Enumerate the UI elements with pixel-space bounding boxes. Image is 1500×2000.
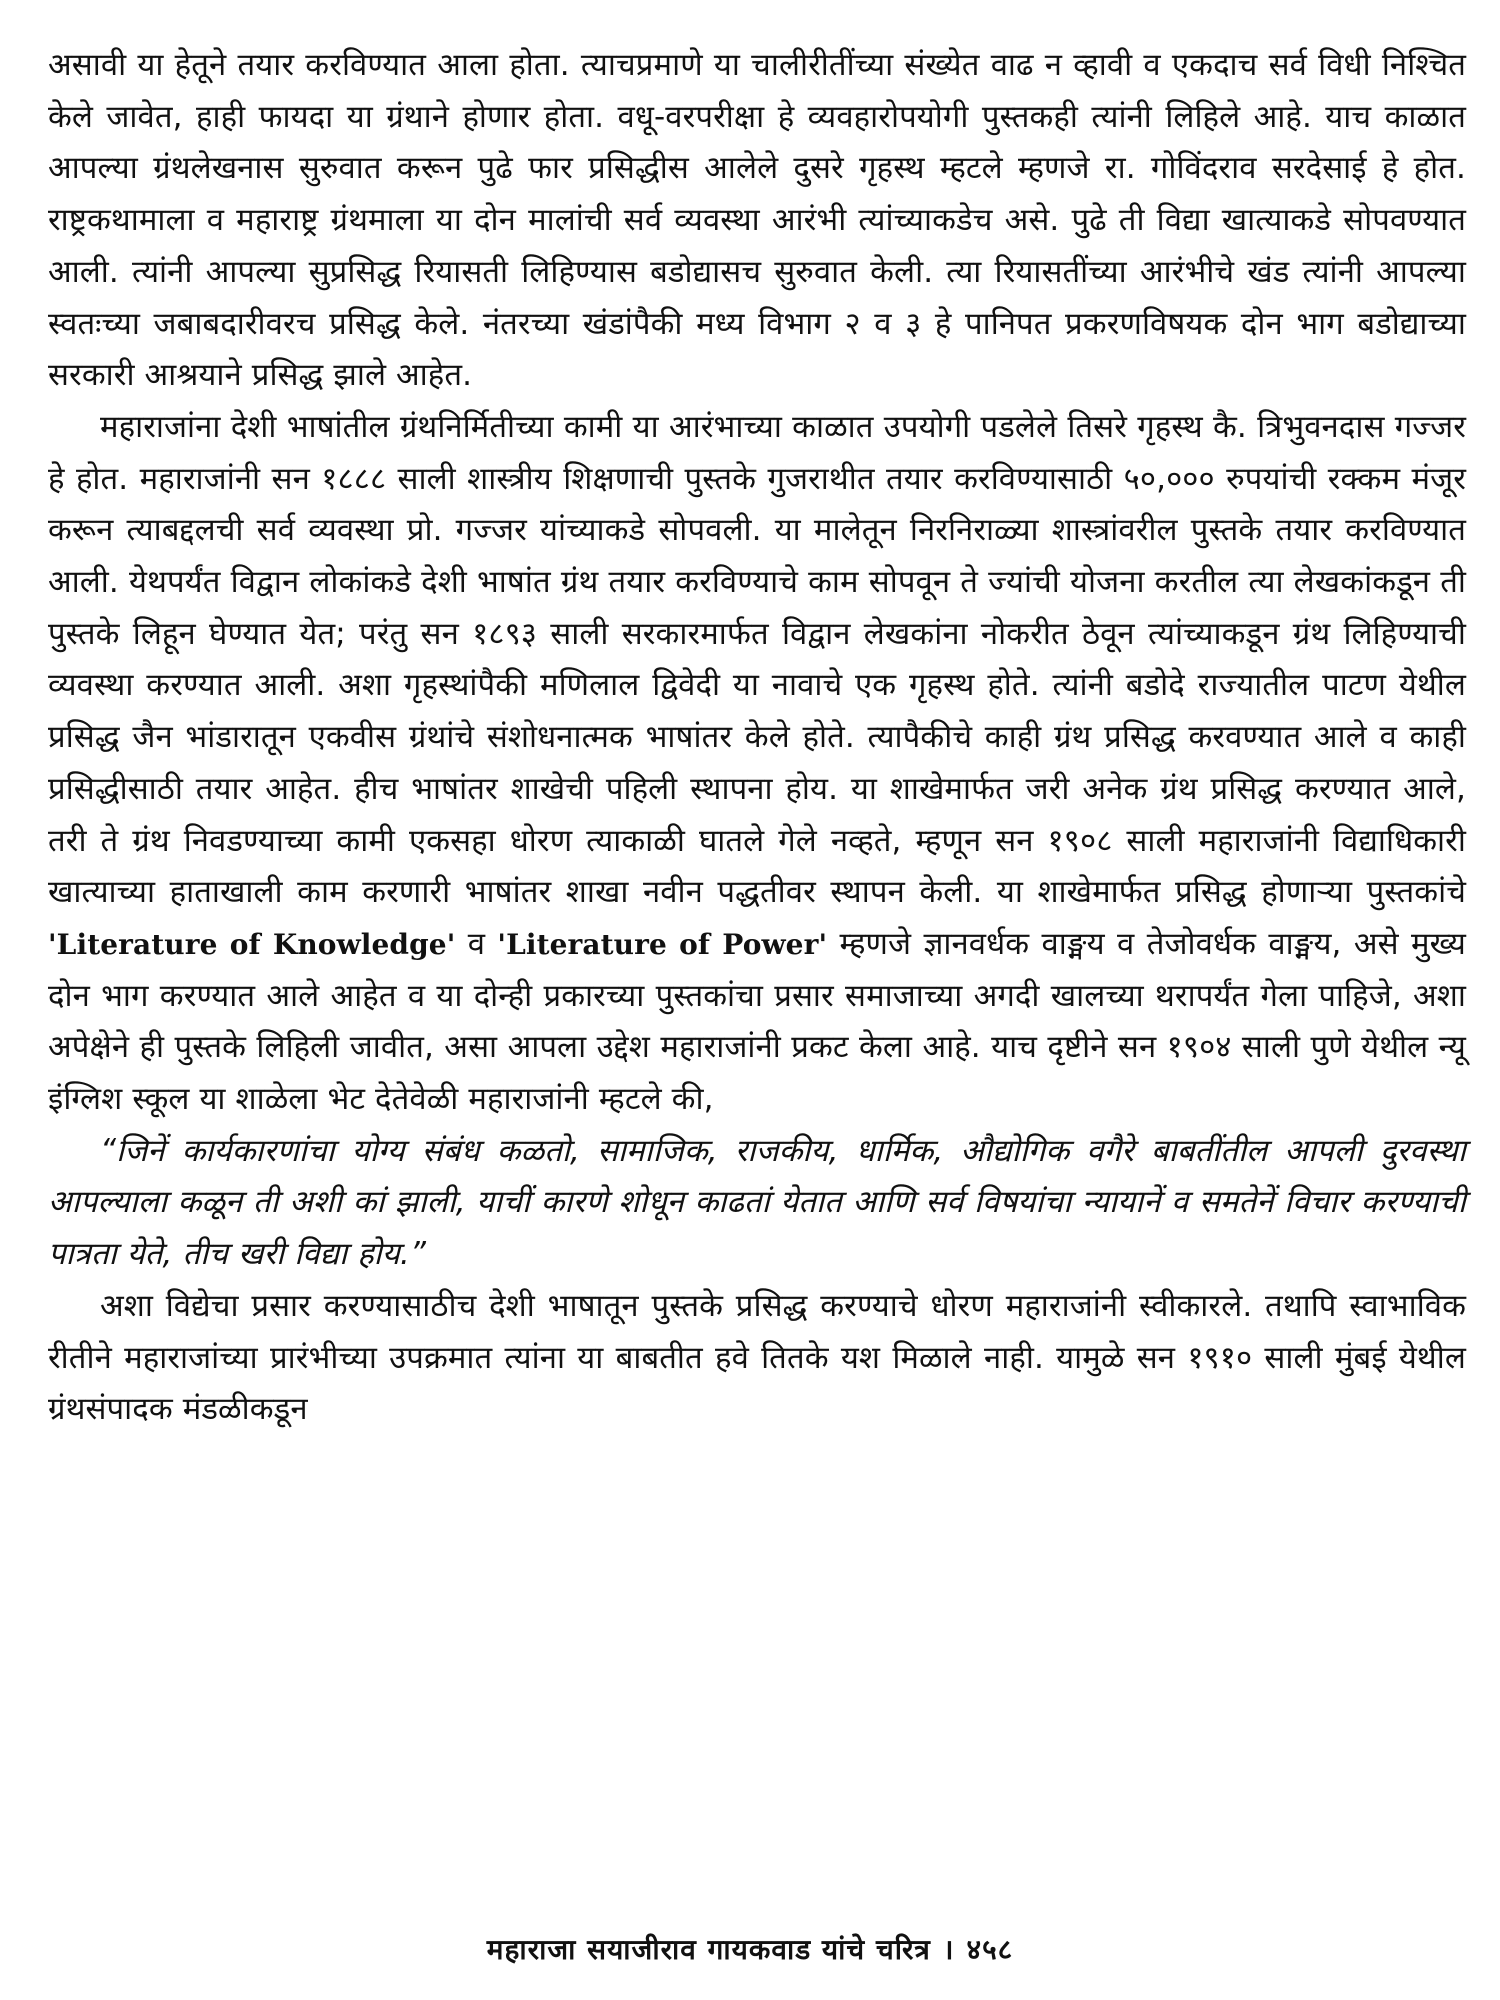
literature-of-power: 'Literature of Power': [497, 927, 828, 961]
page-footer: [0, 1930, 1500, 1968]
paragraph-1: असावी या हेतूने तयार करविण्यात आला होता. त्याचप्रमाणे या चालीरीतींच्या संख्येत वाढ न व्हावी व एकदाच सर्व विधी निश्चित केले जावेत, हाही फायदा या ग्रंथाने होणार होता. वधू-वरपरीक्षा हे व्यवहारोपयोगी पुस्तकही त्यांनी लिहिले आहे. याच काळात आपल्या ग्रंथलेखनास सुरुवात करून पुढे फार प्रसिद्धीस आलेले दुसरे गृहस्थ म्हटले म्हणजे रा. गोविंदराव सरदेसाई हे होत. राष्ट्रकथामाला व महाराष्ट्र ग्रंथमाला या दोन मालांची सर्व व्यवस्था आरंभी त्यांच्याकडेच असे. पुढे ती विद्या खात्याकडे सोपवण्यात आली. त्यांनी आपल्या सुप्रसिद्ध रियासती लिहिण्यास बडोद्यासच सुरुवात केली. त्या रियासतींच्या आरंभीचे खंड त्यांनी आपल्या स्वतःच्या जबाबदारीवरच प्रसिद्ध केले. नंतरच्या खंडांपैकी मध्य विभाग २ व ३ हे पानिपत प्रकरणविषयक दोन भाग बडोद्याच्या सरकारी आश्रयाने प्रसिद्ध झाले आहेत.: [48, 47, 1466, 394]
page-content: [48, 40, 1466, 1940]
paragraph-3: अशा विद्येचा प्रसार करण्यासाठीच देशी भाषातून पुस्तके प्रसिद्ध करण्याचे धोरण महाराजांनी स्वीकारले. तथापि स्वाभाविक रीतीने महाराजांच्या प्रारंभीच्या उपक्रमात त्यांना या बाबतीत हवे तितके यश मिळाले नाही. यामुळे सन १९१० साली मुंबई येथील ग्रंथसंपादक मंडळीकडून: [48, 1287, 1466, 1428]
literature-of-knowledge: 'Literature of Knowledge': [48, 927, 456, 961]
footer-separator: ।: [942, 1933, 955, 1966]
page-number: ४५८: [966, 1933, 1014, 1966]
footer-title: महाराजा सयाजीराव गायकवाड यांचे चरित्र: [486, 1933, 931, 1966]
connector-va: व: [455, 925, 498, 962]
paragraph-2: [48, 402, 1466, 1126]
text-body: [48, 40, 1466, 1436]
paragraph-2-text-start: महाराजांना देशी भाषांतील ग्रंथनिर्मितीच्या कामी या आरंभाच्या काळात उपयोगी पडलेले तिसरे गृहस्थ कै. त्रिभुवनदास गज्जर हे होत. महाराजांनी सन १८८८ साली शास्त्रीय शिक्षणाची पुस्तके गुजराथीत तयार करविण्यासाठी ५०,००० रुपयांची रक्कम मंजूर करून त्याबद्दलची सर्व व्यवस्था प्रो. गज्जर यांच्याकडे सोपवली. या मालेतून निरनिराळ्या शास्त्रांवरील पुस्तके तयार करविण्यात आली. येथपर्यंत विद्वान लोकांकडे देशी भाषांत ग्रंथ तयार करविण्याचे काम सोपवून ते ज्यांची योजना करतील त्या लेखकांकडून ती पुस्तके लिहून घेण्यात येत; परंतु सन १८९३ साली सरकारमार्फत विद्वान लेखकांना नोकरीत ठेवून त्यांच्याकडून ग्रंथ लिहिण्याची व्यवस्था करण्यात आली. अशा गृहस्थांपैकी मणिलाल द्विवेदी या नावाचे एक गृहस्थ होते. त्यांनी बडोदे राज्यातील पाटण येथील प्रसिद्ध जैन भांडारातून एकवीस ग्रंथांचे संशोधनात्मक भाषांतर केले होते. त्यापैकीचे काही ग्रंथ प्रसिद्ध करवण्यात आले व काही प्रसिद्धीसाठी तयार आहेत. हीच भाषांतर शाखेची पहिली स्थापना होय. या शाखेमार्फत जरी अनेक ग्रंथ प्रसिद्ध करण्यात आले, तरी ते ग्रंथ निवडण्याच्या कामी एकसहा धोरण त्याकाळी घातले गेले नव्हते, म्हणून सन १९०८ साली महाराजांनी विद्याधिकारी खात्याच्या हाताखाली काम करणारी भाषांतर शाखा नवीन पद्धतीवर स्थापन केली. या शाखेमार्फत प्रसिद्ध होणाऱ्या पुस्तकांचे: [48, 408, 1466, 911]
quotation: “जिनें कार्यकारणांचा योग्य संबंध कळतो, सामाजिक, राजकीय, धार्मिक, औद्योगिक वगैरे बाबतींतील आपली दुरवस्था आपल्याला कळून ती अशी कां झाली, याचीं कारणे शोधून काढतां येतात आणि सर्व विषयांचा न्यायानें व समतेनें विचार करण्याची पात्रता येते, तीच खरी विद्या होय.”: [48, 1132, 1466, 1273]
paragraph-2-text-end: म्हणजे ज्ञानवर्धक वाङ्मय व तेजोवर्धक वाङ्मय, असे मुख्य दोन भाग करण्यात आले आहेत व या दोन्ही प्रकारच्या पुस्तकांचा प्रसार समाजाच्या अगदी खालच्या थरापर्यंत गेला पाहिजे, अशा अपेक्षेने ही पुस्तके लिहिली जावीत, असा आपला उद्देश महाराजांनी प्रकट केला आहे. याच दृष्टीने सन १९०४ साली पुणे येथील न्यू इंग्लिश स्कूल या शाळेला भेट देतेवेळी महाराजांनी म्हटले की,: [48, 925, 1467, 1118]
